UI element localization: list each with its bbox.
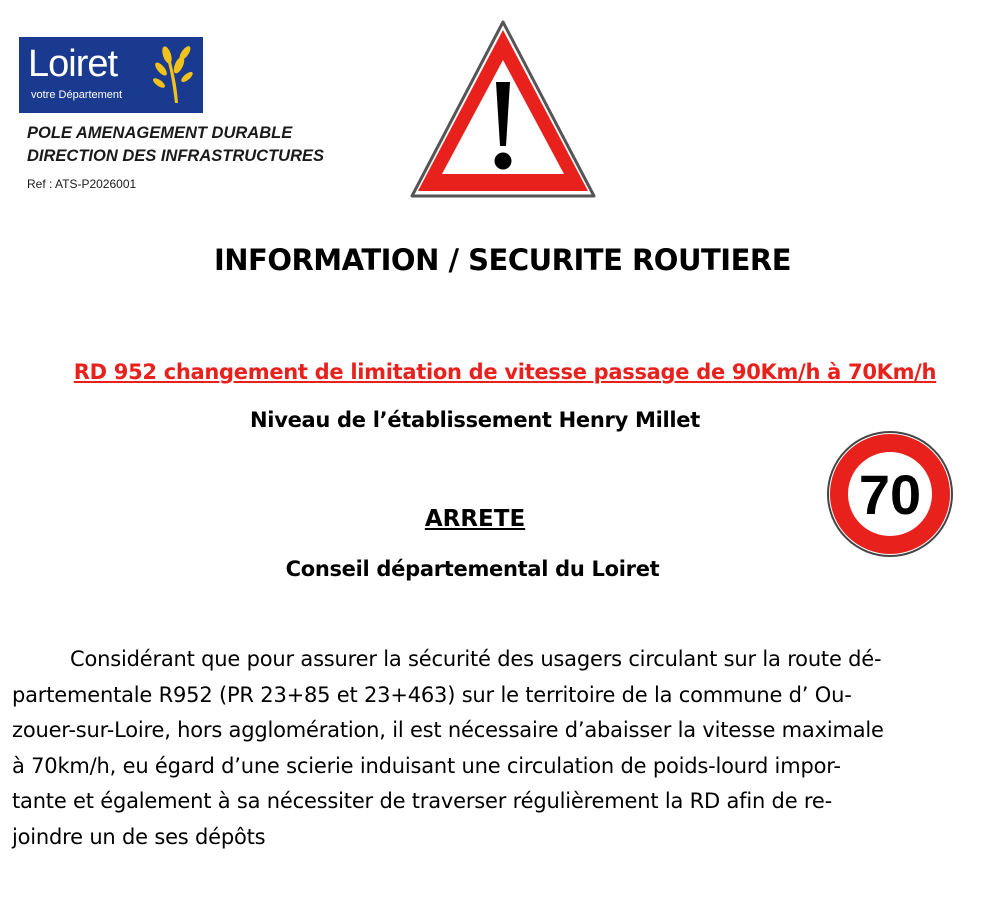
page-title: INFORMATION / SECURITE ROUTIERE — [213, 243, 792, 277]
reference-number: Ref : ATS-P2026001 — [27, 177, 137, 191]
wheat-icon — [153, 43, 201, 105]
loiret-logo — [19, 37, 203, 113]
department-heading — [27, 122, 324, 168]
body-line: zouer-sur-Loire, hors agglomération, il est nécessaire d’abaisser la vitesse maximale — [12, 718, 884, 742]
arrete-heading: ARRETE — [424, 506, 526, 532]
location-line: Niveau de l’établissement Henry Millet — [250, 408, 700, 432]
logo-subtitle: votre Département — [31, 89, 123, 101]
speed-limit-sign-icon — [826, 430, 954, 558]
speed-limit-value: 70 — [858, 463, 922, 526]
body-line: partementale R952 (PR 23+85 et 23+463) sur le territoire de la commune d’ Ou- — [12, 682, 852, 707]
body-line: joindre un de ses dépôts — [12, 824, 266, 849]
body-paragraph — [12, 642, 1002, 855]
logo-wordmark: Loiret — [28, 43, 118, 85]
warning-triangle-icon — [404, 14, 602, 204]
department-line-2: DIRECTION DES INFRASTRUCTURES — [27, 147, 325, 165]
body-line: à 70km/h, eu égard d’une scierie induisant une circulation de poids-lourd impor- — [12, 753, 841, 778]
body-line: tante et également à sa nécessiter de traverser régulièrement la RD afin de re- — [12, 789, 832, 813]
body-line: Considérant que pour assurer la sécurité des usagers circulant sur la route dé- — [70, 647, 882, 671]
department-line-1: POLE AMENAGEMENT DURABLE — [27, 124, 293, 142]
council-heading: Conseil départemental du Loiret — [285, 557, 660, 581]
subject-line: RD 952 changement de limitation de vitesse passage de 90Km/h à 70Km/h — [73, 360, 937, 384]
